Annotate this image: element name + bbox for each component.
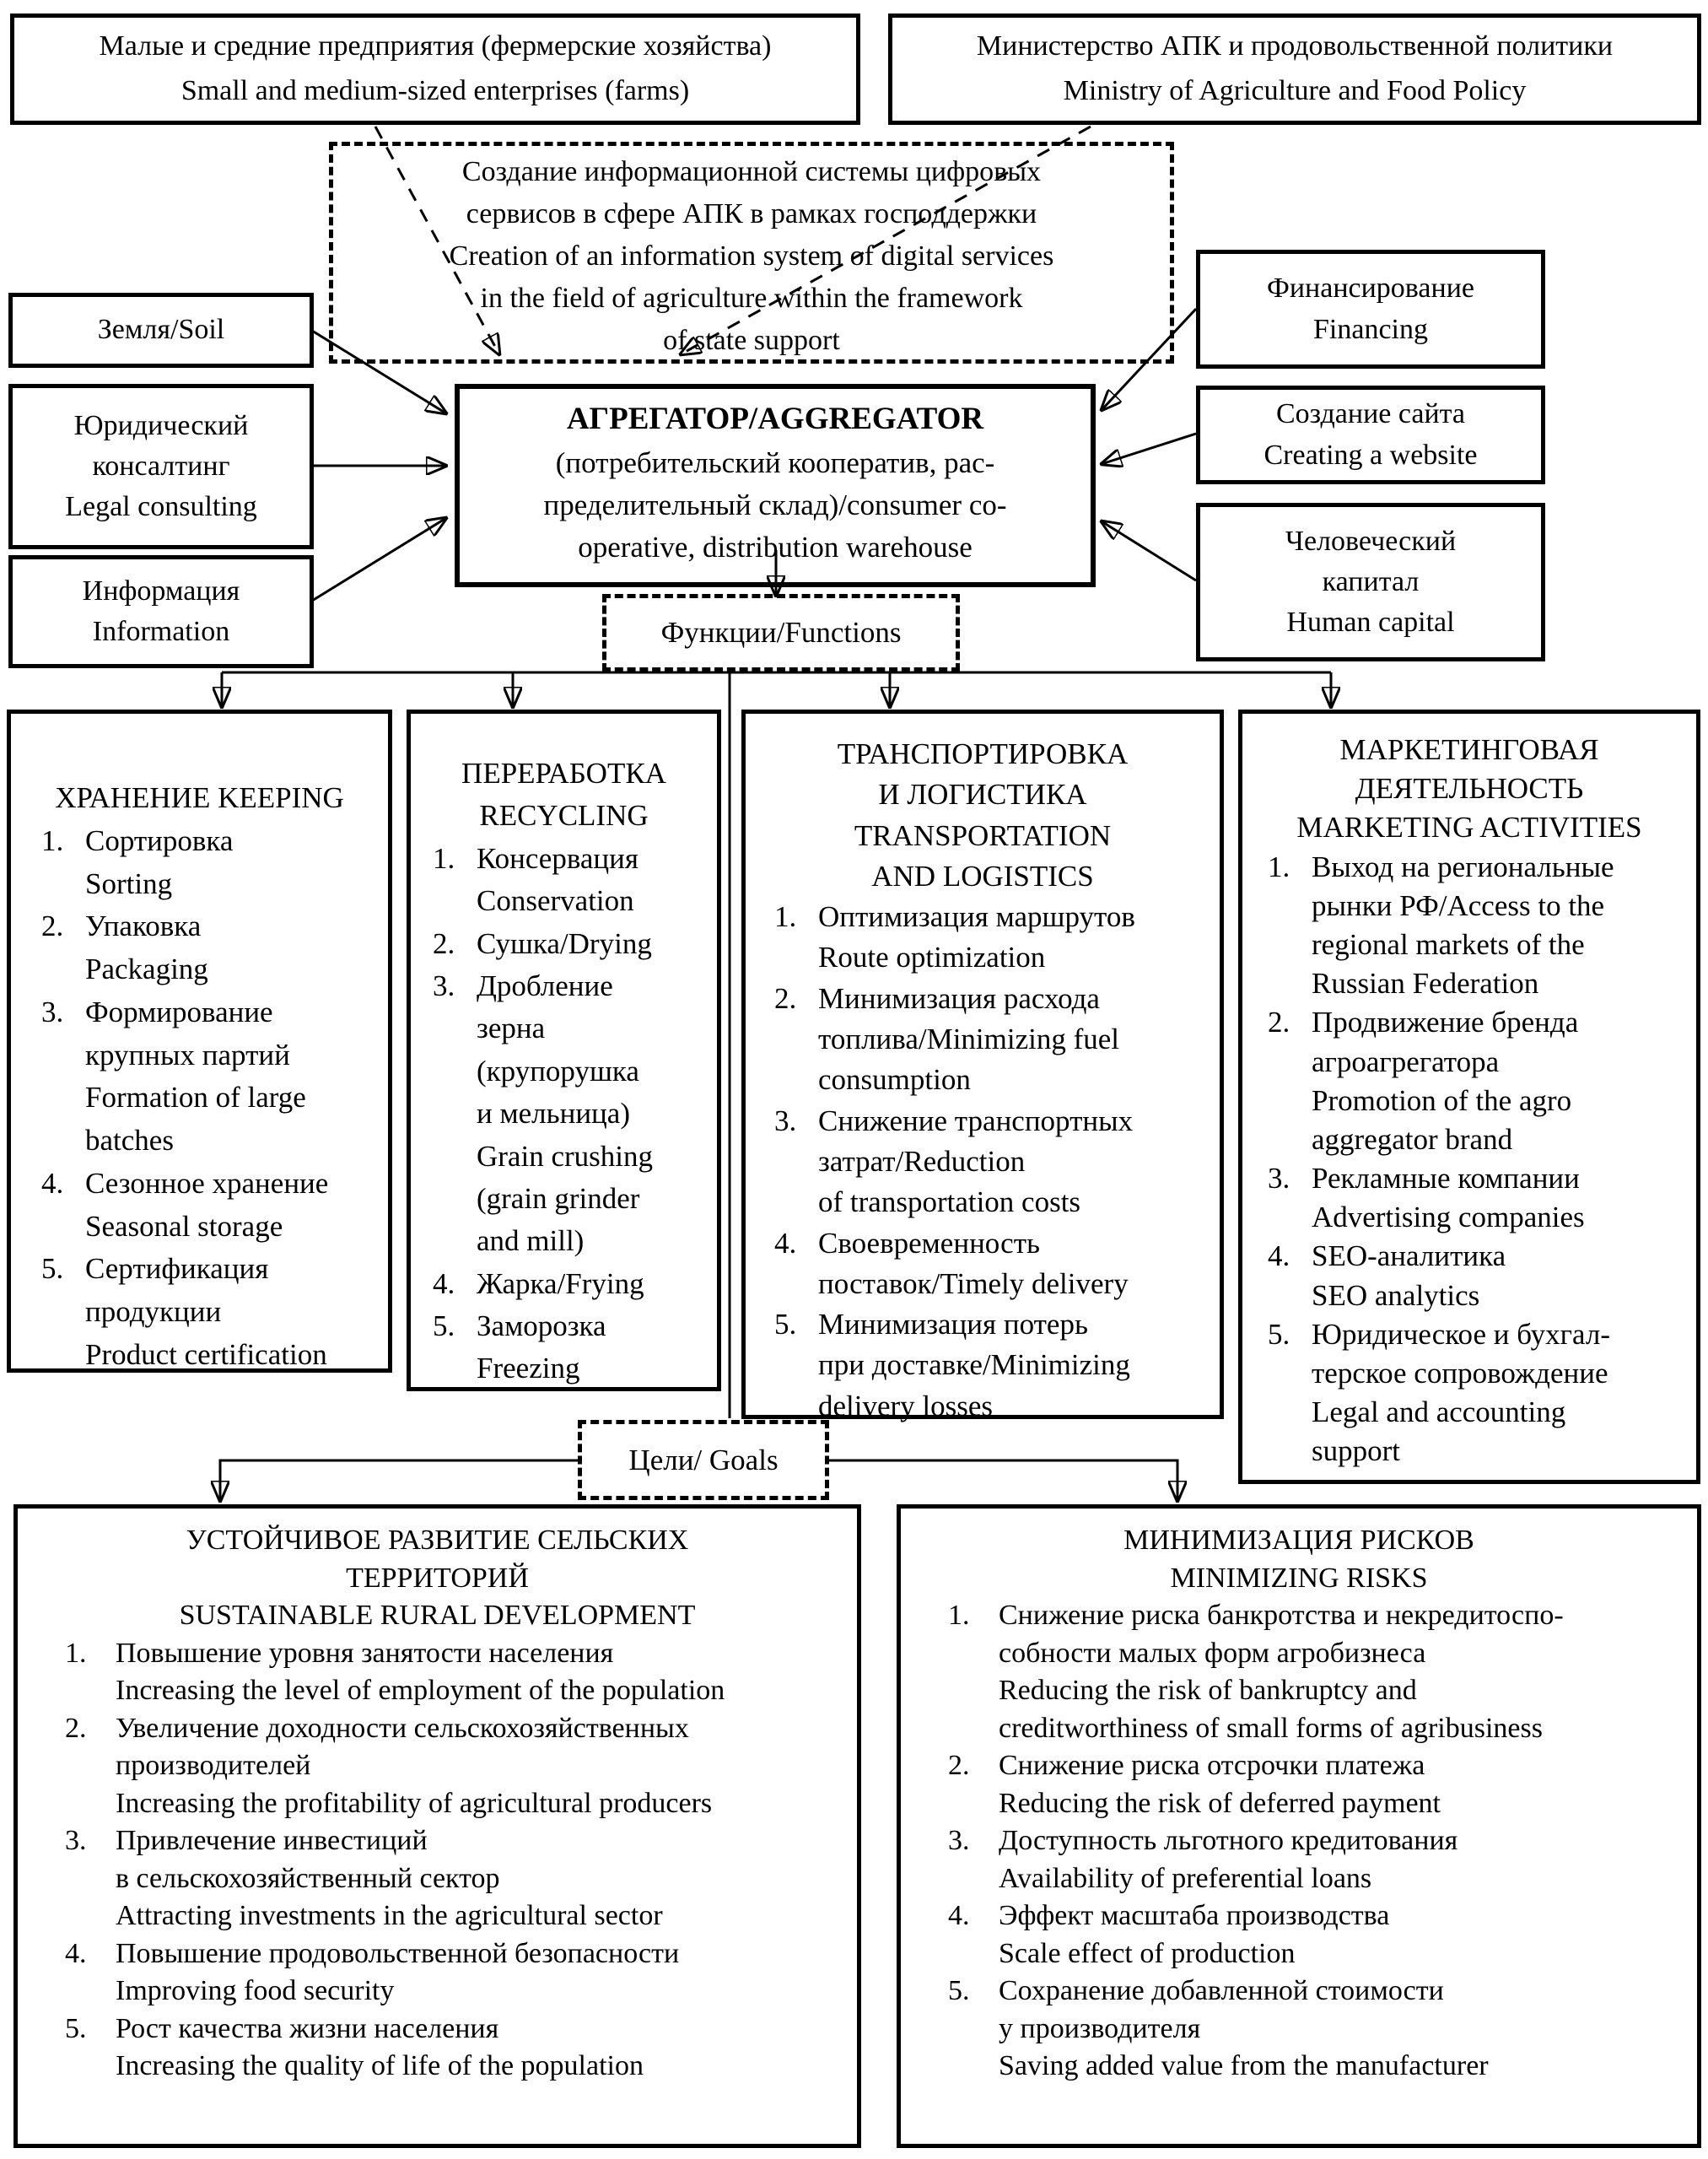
function-column-recycling	[407, 710, 721, 1391]
list-item: Сохранение добавленной стоимости у производителя Saving added value from the manufacturer	[999, 1975, 1489, 2082]
list-item: Выход на региональные рынки РФ/Access to the regional markets of the Russian Federation	[1312, 850, 1614, 1001]
list-item: Сезонное хранение Seasonal storage	[85, 1166, 329, 1243]
list-item: Рекламные компании Advertising companies	[1312, 1162, 1585, 1234]
legal-consulting-label: Юридический консалтинг Legal consulting	[65, 409, 257, 523]
list-item: Снижение риска банкротства и некредитоспо- собности малых форм агробизнеса Reducing the risk of bankruptcy and creditworthiness of small forms of agribusiness	[999, 1600, 1564, 1744]
goal-title-minimizing-risks: МИНИМИЗАЦИЯ РИСКОВ MINIMIZING RISKS	[1123, 1525, 1474, 1594]
soil-label: Земля/Soil	[97, 314, 225, 346]
column-title-keeping: ХРАНЕНИЕ KEEPING	[55, 781, 344, 814]
input-box-human-capital	[1196, 503, 1545, 661]
aggregator-subtitle: (потребительский кооператив, рас- пределительный склад)/consumer co- operative, distribution warehouse	[543, 445, 1007, 564]
information-label: Информация Information	[82, 575, 240, 647]
input-box-financing	[1196, 250, 1545, 369]
sustainable-development-list	[41, 1635, 833, 2086]
marketing-list	[1259, 848, 1679, 1471]
human-capital-label: Человеческий капитал Human capital	[1285, 525, 1457, 639]
aggregator-title: АГРЕГАТОР/AGGREGATOR	[566, 402, 984, 436]
sme-farms-box	[10, 13, 860, 125]
arrow-website-to-aggregator	[1102, 434, 1196, 464]
list-item: Оптимизация маршрутов Route optimization	[818, 900, 1135, 974]
transportation-list	[766, 897, 1199, 1427]
list-item: Эффект масштаба производства Scale effect of production	[999, 1900, 1390, 1969]
ministry-box	[888, 13, 1701, 125]
functions-label-box	[602, 594, 960, 672]
digital-services-creation-label: Создание информационной системы цифровых сервисов в сфере АПК в рамках господдержки Creation of an information system of digital services in the field of agriculture within the framework of state support	[449, 156, 1054, 356]
list-item: Снижение риска отсрочки платежа Reducing the risk of deferred payment	[999, 1750, 1441, 1819]
arrow-goals-to-minimizing-risks	[829, 1460, 1177, 1501]
list-item: Сертификация продукции Product certification	[85, 1252, 327, 1371]
list-item: Консервация Conservation	[477, 841, 638, 918]
list-item: Снижение транспортных затрат/Reduction of transportation costs	[818, 1104, 1134, 1219]
goals-label-box	[578, 1420, 829, 1500]
list-item: Заморозка Freezing	[477, 1309, 606, 1385]
website-creation-label: Создание сайта Creating a website	[1263, 398, 1478, 471]
list-item: Своевременность поставок/Timely delivery	[818, 1226, 1129, 1300]
aggregator-box	[455, 384, 1096, 587]
recycling-list	[424, 838, 703, 1390]
minimizing-risks-list	[924, 1597, 1673, 2086]
list-item: Увеличение доходности сельскохозяйственных производителей Increasing the profitability of agricultural producers	[116, 1712, 713, 1819]
input-box-website-creation	[1196, 386, 1545, 484]
input-box-information	[8, 555, 314, 668]
list-item: Формирование крупных партий Formation of large batches	[85, 995, 306, 1157]
list-item: Юридическое и бухгал- терское сопровождение Legal and accounting support	[1312, 1317, 1610, 1468]
arrow-information-to-aggregator	[312, 518, 446, 601]
list-item: Минимизация расхода топлива/Minimizing fuel consumption	[818, 981, 1120, 1097]
keeping-list	[33, 820, 366, 1377]
function-column-keeping	[7, 710, 392, 1373]
column-title-transportation: ТРАНСПОРТИРОВКА И ЛОГИСТИКА TRANSPORTATION AND LOGISTICS	[837, 737, 1129, 893]
goal-box-sustainable-rural-development	[13, 1504, 861, 2148]
list-item: Упаковка Packaging	[85, 909, 208, 985]
list-item: Сортировка Sorting	[85, 823, 234, 900]
financing-label: Финансирование Financing	[1266, 273, 1474, 345]
list-item: Сушка/Drying	[477, 926, 652, 960]
list-item: Рост качества жизни населения Increasing the quality of life of the population	[116, 2012, 644, 2082]
input-box-legal-consulting	[8, 384, 314, 549]
sme-farms-label: Малые и средние предприятия (фермерские хозяйства) Small and medium-sized enterprises (farms)	[99, 30, 772, 106]
arrow-goals-to-sustainable-development	[220, 1460, 578, 1501]
list-item: Жарка/Frying	[477, 1266, 644, 1300]
digital-services-creation-box	[329, 142, 1174, 364]
list-item: Доступность льготного кредитования Availability of preferential loans	[999, 1825, 1458, 1894]
list-item: Дробление зерна (крупорушка и мельница) Grain crushing (grain grinder and mill)	[477, 969, 653, 1258]
arrow-human-capital-to-aggregator	[1102, 521, 1196, 580]
column-title-marketing: МАРКЕТИНГОВАЯ ДЕЯТЕЛЬНОСТЬ MARKETING ACTIVITIES	[1296, 733, 1642, 845]
column-title-recycling: ПЕРЕРАБОТКА RECYCLING	[461, 757, 666, 833]
goal-box-minimizing-risks	[897, 1504, 1701, 2148]
ministry-label: Министерство АПК и продовольственной политики Ministry of Agriculture and Food Policy	[976, 30, 1614, 106]
goal-title-sustainable-rural-development: УСТОЙЧИВОЕ РАЗВИТИЕ СЕЛЬСКИХ ТЕРРИТОРИЙ SUSTAINABLE RURAL DEVELOPMENT	[179, 1525, 696, 1632]
input-box-soil	[8, 293, 314, 368]
goals-label: Цели/ Goals	[628, 1443, 779, 1476]
list-item: SEO-аналитика SEO analytics	[1312, 1239, 1506, 1312]
function-column-marketing	[1238, 710, 1700, 1484]
list-item: Повышение уровня занятости населения Increasing the level of employment of the population	[116, 1637, 725, 1707]
functions-label: Функции/Functions	[660, 616, 902, 650]
list-item: Продвижение бренда агроагрегатора Promotion of the agro aggregator brand	[1312, 1006, 1579, 1156]
list-item: Повышение продовольственной безопасности Improving food security	[116, 1937, 680, 2007]
list-item: Привлечение инвестиций в сельскохозяйственный сектор Attracting investments in the agricultural sector	[116, 1825, 663, 1932]
list-item: Минимизация потерь при доставке/Minimizing delivery losses	[818, 1308, 1130, 1422]
function-column-transportation	[741, 710, 1224, 1422]
